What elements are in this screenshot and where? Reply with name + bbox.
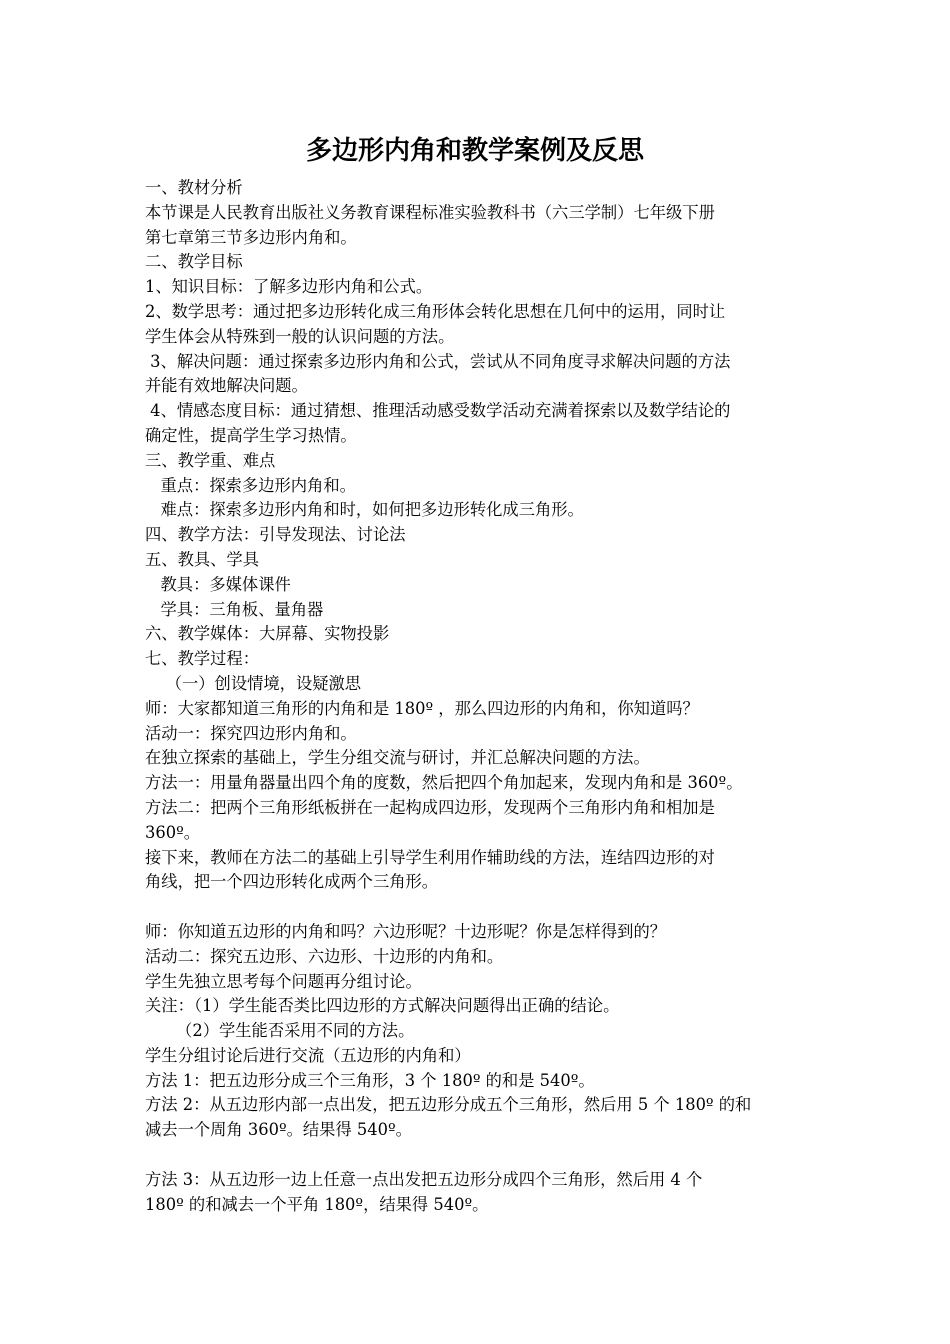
text-line: （2）学生能否采用不同的方法。 <box>145 1021 415 1041</box>
document-body <box>145 176 810 1217</box>
text-line: 关注：（1）学生能否类比四边形的方式解决问题得出正确的结论。 <box>145 996 620 1016</box>
text-line: 七、教学过程： <box>145 649 259 669</box>
text-line: 方法 3：从五边形一边上任意一点出发把五边形分成四个三角形，然后用 4 个 <box>145 1169 703 1189</box>
text-line: 2、数学思考：通过把多边形转化成三角形体会转化思想在几何中的运用，同时让 <box>145 301 726 321</box>
text-line: （一）创设情境，设疑激思 <box>145 673 362 693</box>
text-line: 角线，把一个四边形转化成两个三角形。 <box>145 872 439 892</box>
text-line: 第七章第三节多边形内角和。 <box>145 227 357 247</box>
text-line: 确定性，提高学生学习热情。 <box>145 425 357 445</box>
text-line: 减去一个周角 360º。结果得 540º。 <box>145 1120 412 1140</box>
text-line: 方法 2：从五边形内部一点出发，把五边形分成五个三角形，然后用 5 个 180º 的和 <box>145 1095 752 1115</box>
text-line: 学生分组讨论后进行交流（五边形的内角和） <box>145 1045 471 1065</box>
text-line: 学生体会从特殊到一般的认识问题的方法。 <box>145 326 455 346</box>
document-title: 多边形内角和教学案例及反思 <box>305 136 644 166</box>
text-line: 活动一：探究四边形内角和。 <box>145 723 357 743</box>
text-line: 师：你知道五边形的内角和吗？六边形呢？十边形呢？你是怎样得到的？ <box>145 921 667 941</box>
text-line: 活动二：探究五边形、六边形、十边形的内角和。 <box>145 946 504 966</box>
text-line: 360º。 <box>145 822 201 842</box>
text-line: 方法 1：把五边形分成三个三角形，3 个 180º 的和是 540º。 <box>145 1070 595 1090</box>
blank-line <box>145 895 810 920</box>
text-line: 180º 的和减去一个平角 180º，结果得 540º。 <box>145 1194 489 1214</box>
text-line: 六、教学媒体：大屏幕、实物投影 <box>145 624 390 644</box>
text-line: 3、解决问题：通过探索多边形内角和公式，尝试从不同角度寻求解决问题的方法 <box>145 351 731 371</box>
text-line: 4、情感态度目标：通过猜想、推理活动感受数学活动充满着探索以及数学结论的 <box>145 401 731 421</box>
text-line: 1、知识目标：了解多边形内角和公式。 <box>145 277 433 297</box>
text-line: 重点：探索多边形内角和。 <box>145 475 356 495</box>
text-line: 五、教具、学具 <box>145 549 259 569</box>
text-line: 二、教学目标 <box>145 252 243 272</box>
text-line: 学具：三角板、量角器 <box>145 599 324 619</box>
text-line: 四、教学方法：引导发现法、讨论法 <box>145 525 406 545</box>
blank-line <box>145 1143 810 1168</box>
text-line: 方法二：把两个三角形纸板拼在一起构成四边形，发现两个三角形内角和相加是 <box>145 797 715 817</box>
text-line: 本节课是人民教育出版社义务教育课程标准实验教科书（六三学制）七年级下册 <box>145 202 715 222</box>
text-line: 学生先独立思考每个问题再分组讨论。 <box>145 971 422 991</box>
text-line: 并能有效地解决问题。 <box>145 376 308 396</box>
text-line: 在独立探索的基础上，学生分组交流与研讨，并汇总解决问题的方法。 <box>145 748 650 768</box>
text-line: 一、教材分析 <box>145 178 243 197</box>
text-line: 三、教学重、难点 <box>145 450 276 470</box>
text-line: 教具：多媒体课件 <box>145 574 291 594</box>
text-line: 方法一：用量角器量出四个角的度数，然后把四个角加起来，发现内角和是 360º。 <box>145 773 743 793</box>
text-line: 师：大家都知道三角形的内角和是 180º ，那么四边形的内角和，你知道吗？ <box>145 698 699 718</box>
text-line: 接下来，教师在方法二的基础上引导学生利用作辅助线的方法，连结四边形的对 <box>145 847 715 867</box>
text-line: 难点：探索多边形内角和时，如何把多边形转化成三角形。 <box>145 500 584 520</box>
